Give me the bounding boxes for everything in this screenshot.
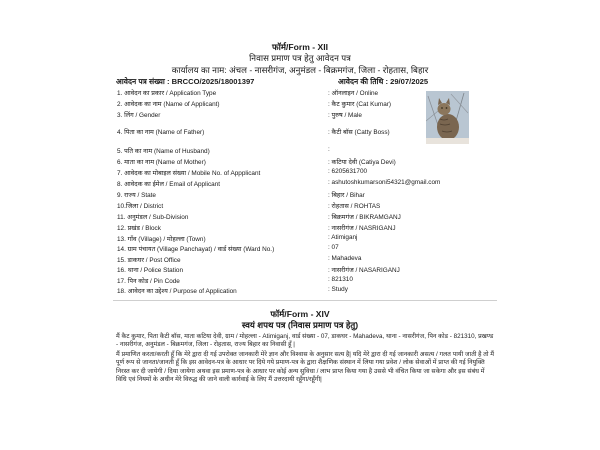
field-value-father-name: : कैटी बॉस (Catty Boss) (328, 129, 390, 136)
field-value-ward: : 07 (328, 244, 339, 251)
field-label-mobile: 7. आवेदक का मोबाइल संख्या / Mobile No. of Appplicant (117, 170, 261, 177)
field-label-father-name: 4. पिता का नाम (Name of Father) (117, 129, 205, 136)
field-label-application-type: 1. आवेदन का प्रकार / Application Type (117, 90, 217, 97)
field-value-applicant-name: : कैट कुमार (Cat Kumar) (328, 101, 392, 108)
field-label-police-station: 16. थाना / Police Station (117, 267, 184, 274)
applicant-photo (426, 91, 469, 144)
field-value-husband-name: : (328, 146, 330, 153)
field-value-email: : ashutoshkumarsoni54321@gmail.com (328, 179, 441, 186)
affidavit-title: स्वयं शपथ पत्र (निवास प्रमाण पत्र हेतु) (241, 320, 359, 330)
form-title: निवास प्रमाण पत्र हेतु आवेदन पत्र (249, 53, 351, 63)
application-date: आवेदन की तिथि : 29/07/2025 (338, 77, 429, 86)
field-value-gender: : पुरुष / Male (328, 112, 362, 119)
field-value-subdivision: : बिक्रमगंज / BIKRAMGANJ (328, 214, 401, 221)
field-label-mother-name: 6. माता का नाम (Name of Mother) (117, 159, 206, 166)
field-label-applicant-name: 2. आवेदक का नाम (Name of Applicant) (117, 101, 220, 108)
field-label-email: 8. आवेदक का ईमेल / Email of Applicant (117, 181, 221, 188)
field-value-block: : नासरीगंज / NASRIGANJ (328, 225, 396, 232)
field-value-purpose: : Study (328, 286, 348, 293)
field-label-purpose: 18. आवेदन का उद्देश्य / Purpose of Application (117, 288, 237, 295)
field-value-post-office: : Mahadeva (328, 255, 362, 262)
field-label-husband-name: 5. पति का नाम (Name of Husband) (117, 148, 210, 155)
affidavit-paragraph-1: मैं कैट कुमार, पिता कैटी बॉस, माता कटिया देवी, ग्राम / मोहल्ला - Atimiganj, वार्ड संख्या - 07, डाकघर - Mahadeva, थाना - नासरीगंज, पिन कोड - 821310, प्रखण्ड - नासरीगंज, अनुमंडल - बिक्रमगंज, जिला - रोहतास, राज्य बिहार का निवासी हूँ | (116, 333, 494, 349)
field-value-application-type: : ऑनलाइन / Online (328, 90, 379, 97)
field-value-district: : रोहतास / ROHTAS (328, 203, 381, 210)
affidavit-paragraph-2: मैं प्रमाणित करता/करती हूँ कि मेरे द्वारा दी गई उपरोक्त जानकारी मेरे ज्ञान और विश्वास के अनुसार सत्य है| यदि मेरे द्वारा दी गई जानकारी असत्य / गलत पायी जाती है तो मैं पूर्ण रूप से जानता/जानती हूँ कि इस आवेदन-पत्र के आधार पर दिये गये प्रमाण-पत्र के द्वारा शैक्षणिक संस्थान में लिया गया प्रवेश / लोक सेवाओं में प्राप्त की गई नियुक्ति निरस्त कर दी जायेगी / दिया जायेगा अथवा इस प्रमाण-पत्र के आधार पर कोई अन्य सुविधा / लाभ प्राप्त किया गया है उससे भी वंचित किया जा सकेगा और इस संबंध में विधि एवं नियमों के अधीन मेरे विरुद्ध की जाने वाली कार्रवाई के लिए मैं उत्तरदायी रहूँगा/रहूँगी| (116, 351, 494, 384)
field-label-subdivision: 11. अनुमंडल / Sub-Division (117, 214, 189, 221)
field-label-gender: 3. लिंग / Gender (117, 112, 161, 119)
field-value-pin-code: : 821310 (328, 276, 353, 283)
form-xii-label: फॉर्म/Form - XII (271, 42, 328, 52)
field-value-mobile: : 6205631700 (328, 168, 368, 175)
field-label-post-office: 15. डाकघर / Post Office (117, 257, 181, 264)
application-number: आवेदन पत्र संख्या : BRCCO/2025/18001397 (116, 77, 255, 86)
field-label-block: 12. प्रखंड / Block (117, 225, 161, 232)
field-label-state: 9. राज्य / State (117, 192, 156, 199)
section-divider (113, 300, 497, 301)
field-label-district: 10.जिला / District (117, 203, 164, 210)
field-value-state: : बिहार / Bihar (328, 192, 365, 199)
cat-photo-icon (426, 91, 469, 144)
field-value-police-station: : नासरीगंज / NASARIGANJ (328, 267, 400, 274)
field-label-village: 13. गाँव (Village) / मोहल्ला (Town) (117, 236, 206, 243)
field-value-mother-name: : कटिया देवी (Catiya Devi) (328, 159, 396, 166)
form-xiv-label: फॉर्म/Form - XIV (270, 309, 330, 319)
office-name: कार्यालय का नाम: अंचल - नासरीगंज, अनुमंडल - बिक्रमगंज, जिला - रोहतास, बिहार (171, 65, 429, 75)
field-label-pin-code: 17. पिन कोड / Pin Code (117, 278, 180, 285)
field-value-village: : Atimiganj (328, 234, 358, 241)
field-label-ward: 14. ग्राम पंचायत (Village Panchayat) / वार्ड संख्या (Ward No.) (117, 246, 275, 253)
